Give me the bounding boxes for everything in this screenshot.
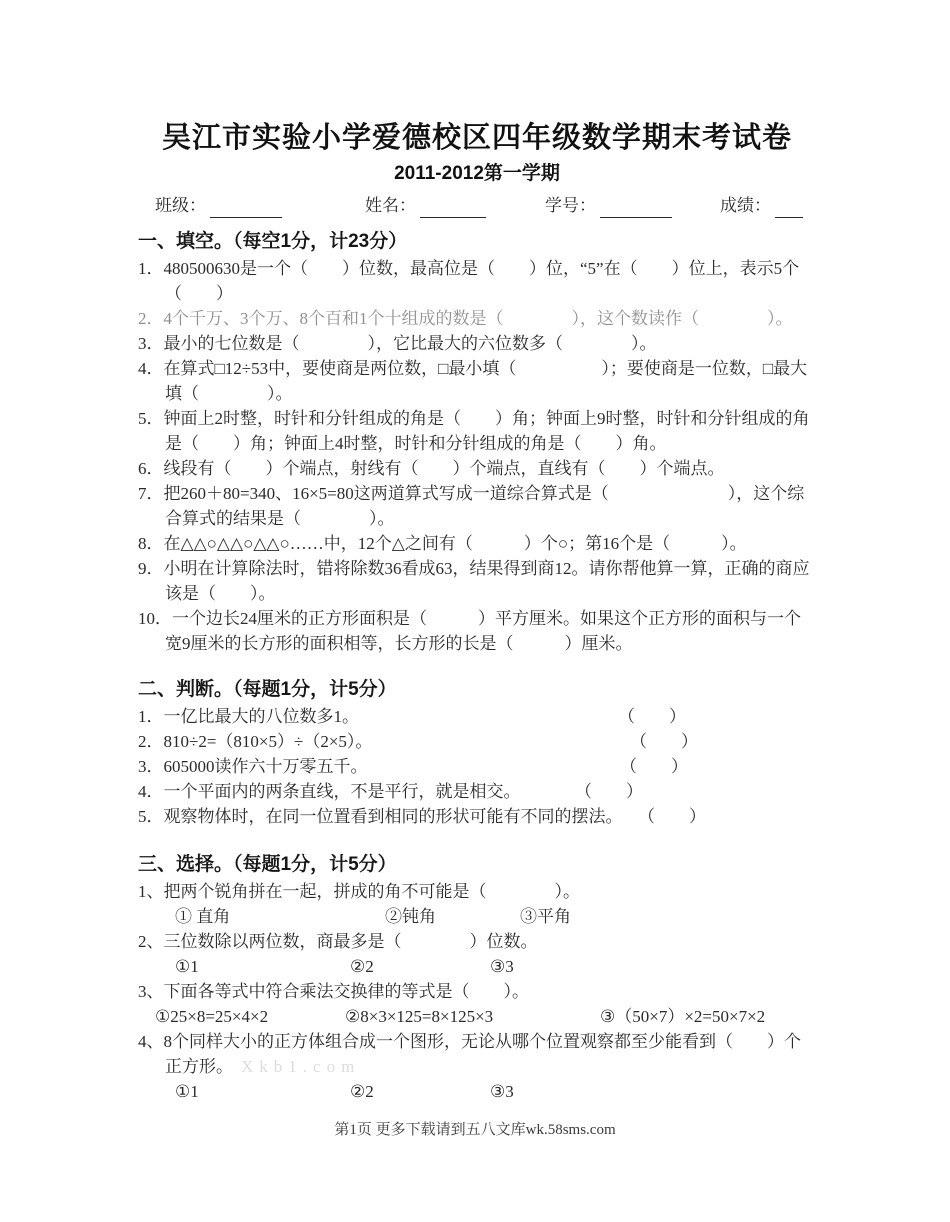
choice-question-2: 2、三位数除以两位数，商最多是（ ）位数。	[138, 932, 538, 951]
fill-item-8: 8．在△△○△△○△△○……中，12个△之间有（ ）个○；第16个是（ ）。	[138, 534, 747, 553]
section-choice-header: 三、选择。（每题1分，计5分）	[138, 854, 397, 875]
judge-item-1	[138, 704, 816, 729]
choice-options-2	[138, 954, 816, 979]
page-footer: 第1页 更多下载请到五八文库wk.58sms.com	[334, 1122, 616, 1138]
judge-item-4	[138, 779, 816, 804]
judge-item-text: 4．一个平面内的两条直线，不是平行，就是相交。	[138, 782, 521, 801]
choice-question-1: 1、把两个锐角拼在一起，拼成的角不可能是（ ）。	[138, 882, 580, 901]
field-score-label: 成绩：	[720, 196, 771, 215]
section-fill-header: 一、填空。（每空1分，计23分）	[138, 231, 408, 252]
choice-options-1	[138, 904, 816, 929]
option-3: ③3	[490, 957, 514, 976]
field-score	[720, 194, 803, 218]
section-judge-header: 二、判断。（每题1分，计5分）	[138, 679, 397, 700]
choice-question-4-text: 4、8个同样大小的正方体组合成一个图形，无论从哪个位置观察都至少能看到（ ）个正方形。	[138, 1032, 801, 1076]
field-name-blank	[420, 199, 486, 218]
page-subtitle: 2011-2012第一学期	[394, 163, 560, 184]
field-name-label: 姓名：	[365, 196, 416, 215]
answer-bracket: （ ）	[618, 707, 686, 726]
choice-options-4	[138, 1079, 816, 1104]
student-info-row	[138, 194, 816, 220]
answer-bracket: （ ）	[630, 732, 698, 751]
option-2: ②8×3×125=8×125×3	[345, 1007, 494, 1026]
judge-item-text: 3．605000读作六十万零五千。	[138, 757, 368, 776]
judge-item-text: 2．810÷2=（810×5）÷（2×5）。	[138, 732, 373, 751]
page-title: 吴江市实验小学爱德校区四年级数学期末考试卷	[161, 122, 792, 154]
answer-bracket: （ ）	[620, 757, 688, 776]
option-1: ①1	[175, 957, 199, 976]
option-2: ②钝角	[385, 907, 436, 926]
option-1: ① 直角	[175, 907, 231, 926]
judge-item-text: 1．一亿比最大的八位数多1。	[138, 707, 359, 726]
choice-question-4	[138, 1029, 816, 1079]
judge-item-5	[138, 804, 816, 829]
fill-item-10: 10．一个边长24厘米的正方形面积是（ ）平方厘米。如果这个正方形的面积与一个宽9厘米的长方形的面积相等，长方形的长是（ ）厘米。	[138, 609, 801, 653]
fill-item-6: 6．线段有（ ）个端点，射线有（ ）个端点，直线有（ ）个端点。	[138, 459, 725, 478]
answer-bracket: （ ）	[638, 807, 706, 826]
choice-options-3	[138, 1004, 816, 1029]
page-content	[138, 0, 816, 1104]
fill-item-1: 1．480500630是一个（ ）位数，最高位是（ ）位，“5”在（ ）位上，表示5个（ ）	[138, 259, 800, 303]
option-3: ③3	[490, 1082, 514, 1101]
fill-item-2: 2．4个千万、3个万、8个百和1个十组成的数是（ ），这个数读作（ ）。	[138, 309, 793, 328]
option-3: ③平角	[520, 907, 571, 926]
fill-item-3: 3．最小的七位数是（ ），它比最大的六位数多（ ）。	[138, 334, 657, 353]
option-2: ②2	[350, 1082, 374, 1101]
judge-item-2	[138, 729, 816, 754]
judge-item-3	[138, 754, 816, 779]
field-student-id	[545, 194, 672, 218]
fill-item-5: 5．钟面上2时整，时针和分针组成的角是（ ）角；钟面上9时整，时针和分针组成的角是（ ）角；钟面上4时整，时针和分针组成的角是（ ）角。	[138, 409, 810, 453]
answer-bracket: （ ）	[575, 782, 643, 801]
option-2: ②2	[350, 957, 374, 976]
judge-item-text: 5．观察物体时，在同一位置看到相同的形状可能有不同的摆法。	[138, 807, 623, 826]
field-score-blank	[775, 199, 803, 218]
field-student-id-label: 学号：	[545, 196, 596, 215]
field-class-blank	[210, 199, 282, 218]
option-3: ③（50×7）×2=50×7×2	[600, 1007, 766, 1026]
field-student-id-blank	[600, 199, 672, 218]
field-class-label: 班级：	[155, 196, 206, 215]
option-1: ①1	[175, 1082, 199, 1101]
fill-item-9: 9．小明在计算除法时，错将除数36看成63，结果得到商12。请你帮他算一算，正确的商应该是（ ）。	[138, 559, 810, 603]
option-1: ①25×8=25×4×2	[155, 1007, 269, 1026]
fill-item-4: 4．在算式□12÷53中，要使商是两位数，□最小填（ ）；要使商是一位数，□最大填（ ）。	[138, 359, 808, 403]
watermark: Xkb1.com	[241, 1057, 361, 1076]
fill-item-7: 7．把260＋80=340、16×5=80这两道算式写成一道综合算式是（ ），这个综合算式的结果是（ ）。	[138, 484, 805, 528]
choice-question-3: 3、下面各等式中符合乘法交换律的等式是（ ）。	[138, 982, 529, 1001]
field-class	[155, 194, 282, 218]
field-name	[365, 194, 486, 218]
